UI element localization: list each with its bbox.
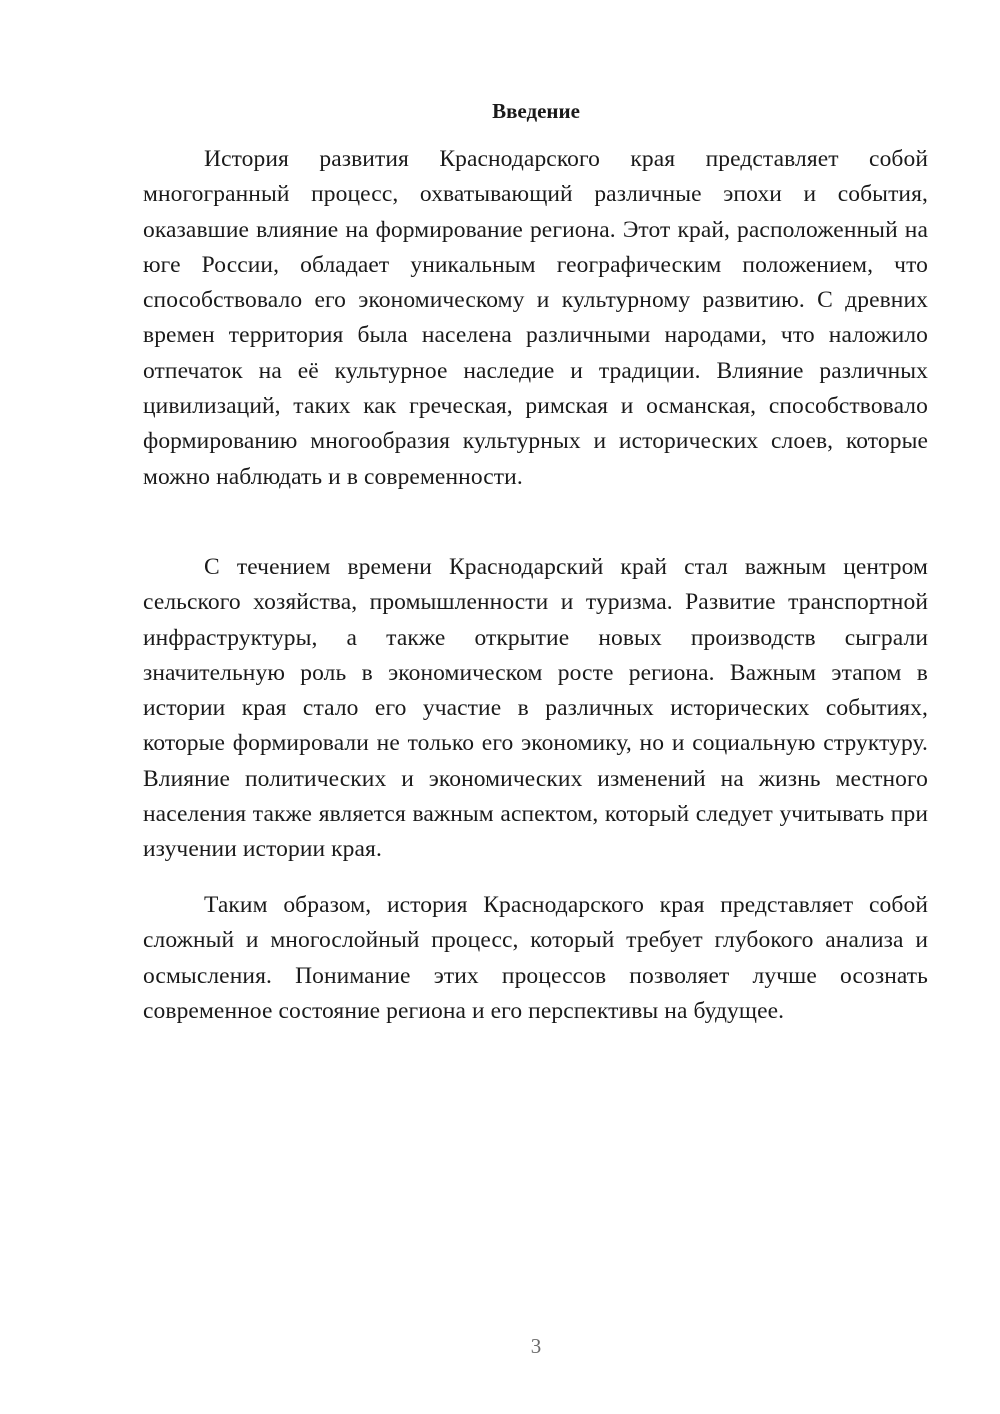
paragraph-intro: История развития Краснодарского края представляет собой многогранный процесс, охватывающий различные эпохи и события, оказавшие влияние на формирование региона. Этот край, расположенный на юге России, обладает уникальным географическим положением, что способствовало его экономическому и культурному развитию. С древних времен территория была населена различными народами, что наложило отпечаток на её культурное наследие и традиции. Влияние различных цивилизаций, таких как греческая, римская и османская, способствовало формированию многообразия культурных и исторических слоев, которые можно наблюдать и в современности.: [143, 146, 928, 490]
page-number: 3: [530, 1334, 542, 1358]
section-heading: Введение: [492, 99, 580, 123]
paragraph-conclusion: Таким образом, история Краснодарского края представляет собой сложный и многослойный процесс, который требует глубокого анализа и осмысления. Понимание этих процессов позволяет лучше осознать современное состояние региона и его перспективы на будущее.: [143, 892, 928, 1024]
paragraph-development: С течением времени Краснодарский край стал важным центром сельского хозяйства, промышленности и туризма. Развитие транспортной инфраструктуры, а также открытие новых производств сыграли значительную роль в экономическом росте региона. Важным этапом в истории края стало его участие в различных исторических событиях, которые формировали не только его экономику, но и социальную структуру. Влияние политических и экономических изменений на жизнь местного населения также является важным аспектом, который следует учитывать при изучении истории края.: [143, 554, 928, 863]
